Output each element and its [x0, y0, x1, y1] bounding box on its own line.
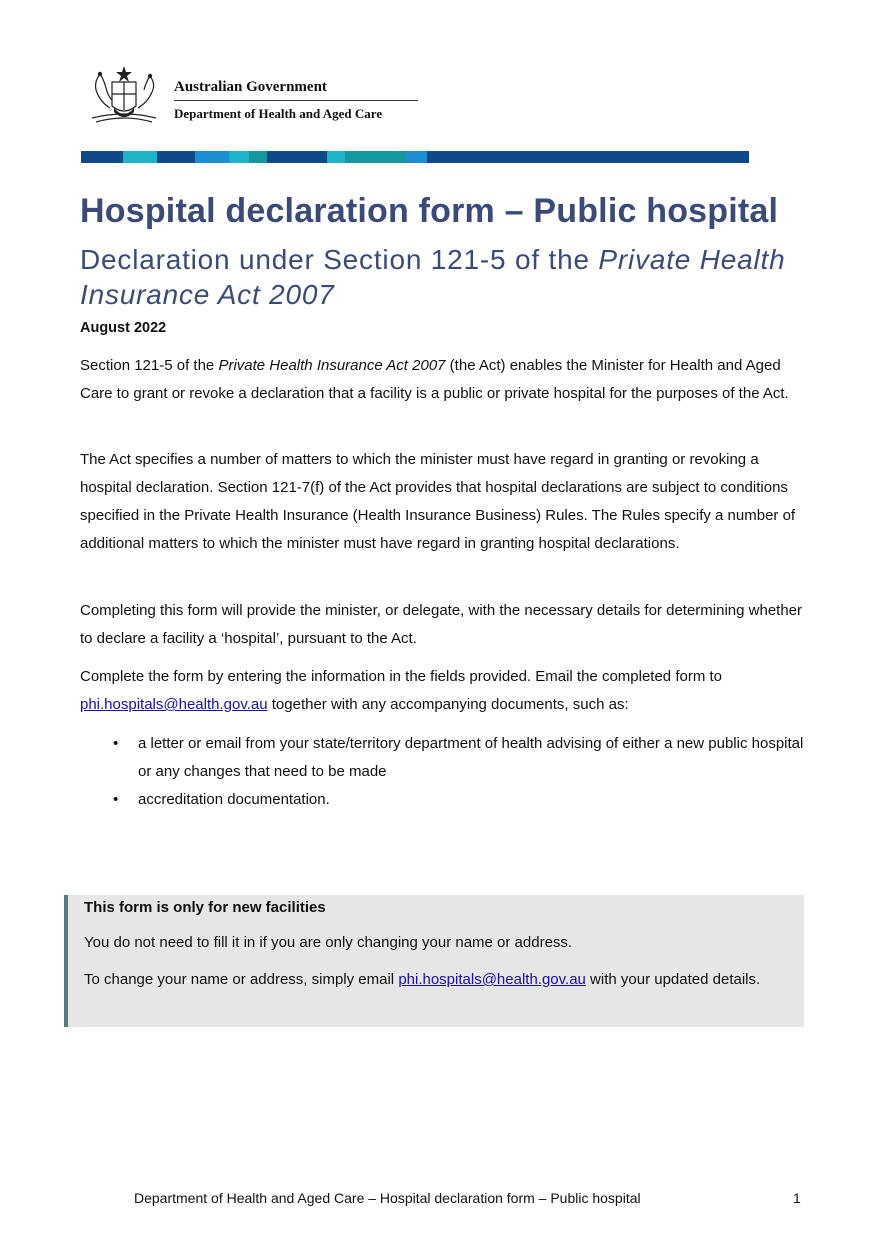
bullet-icon: • [113, 735, 119, 752]
callout-line: You do not need to fill it in if you are only changing your name or address. [84, 934, 573, 951]
callout-text: To change your name or address, simply email [84, 971, 399, 988]
paragraph-instructions [80, 663, 806, 719]
department-name: Department of Health and Aged Care [174, 106, 383, 121]
paragraph-text: Complete the form by entering the information in the fields provided. Email the completed form to [80, 668, 722, 685]
government-logo [82, 62, 422, 128]
stripe-segment [195, 151, 229, 163]
act-name: Private Health Insurance Act 2007 [218, 357, 446, 374]
page-subtitle [80, 242, 800, 312]
list-item-text: accreditation documentation. [138, 791, 330, 808]
paragraph-text: together with any accompanying documents, such as: [267, 696, 629, 713]
stripe-segment [267, 151, 327, 163]
documents-list [80, 730, 806, 814]
publication-date: August 2022 [80, 320, 167, 336]
bullet-icon: • [113, 791, 119, 808]
stripe-segment [157, 151, 195, 163]
list-item [80, 786, 806, 814]
stripe-segment [249, 151, 267, 163]
callout-line [84, 966, 784, 994]
stripe-segment [405, 151, 427, 163]
footer-text: Department of Health and Aged Care – Hospital declaration form – Public hospital [134, 1190, 641, 1206]
paragraph-text: (the Act) enables the Minister for Health and Aged Care to grant or revoke a declaration that a facility is a public or private hospital for the purposes of the Act. [80, 357, 789, 402]
new-facilities-callout [64, 895, 804, 1027]
stripe-segment [229, 151, 249, 163]
stripe-segment [123, 151, 157, 163]
stripe-segment [327, 151, 345, 163]
paragraph-intro [80, 352, 806, 408]
list-item-text: a letter or email from your state/territory department of health advising of either a new public hospital or any changes that need to be made [138, 735, 804, 780]
callout-title: This form is only for new facilities [84, 899, 326, 916]
page-number: 1 [793, 1190, 801, 1206]
government-name: Australian Government [174, 79, 418, 101]
coat-of-arms-icon [82, 62, 166, 126]
subtitle-act-name: Private Health Insurance Act 2007 [80, 244, 786, 310]
page-title: Hospital declaration form – Public hospital [80, 192, 779, 230]
header-color-stripe [81, 151, 749, 163]
list-item [80, 730, 806, 786]
subtitle-prefix: Declaration under Section 121-5 of the [80, 244, 599, 275]
callout-email-link[interactable]: phi.hospitals@health.gov.au [398, 971, 586, 988]
email-link[interactable]: phi.hospitals@health.gov.au [80, 696, 268, 713]
paragraph-matters: The Act specifies a number of matters to which the minister must have regard in granting or revoking a hospital declaration. Section 121-7(f) of the Act provides that hospital declarations are subject to conditions specified in the Private Health Insurance (Health Insurance Business) Rules. The Rules specify a number of additional matters to which the minister must have regard in granting hospital declarations. [80, 451, 796, 552]
callout-text: with your updated details. [585, 971, 761, 988]
stripe-segment [81, 151, 123, 163]
paragraph-text: Section 121-5 of the [80, 357, 219, 374]
stripe-segment [345, 151, 405, 163]
paragraph-completing: Completing this form will provide the minister, or delegate, with the necessary details for determining whether to declare a facility a ‘hospital’, pursuant to the Act. [80, 602, 803, 647]
stripe-segment [427, 151, 749, 163]
